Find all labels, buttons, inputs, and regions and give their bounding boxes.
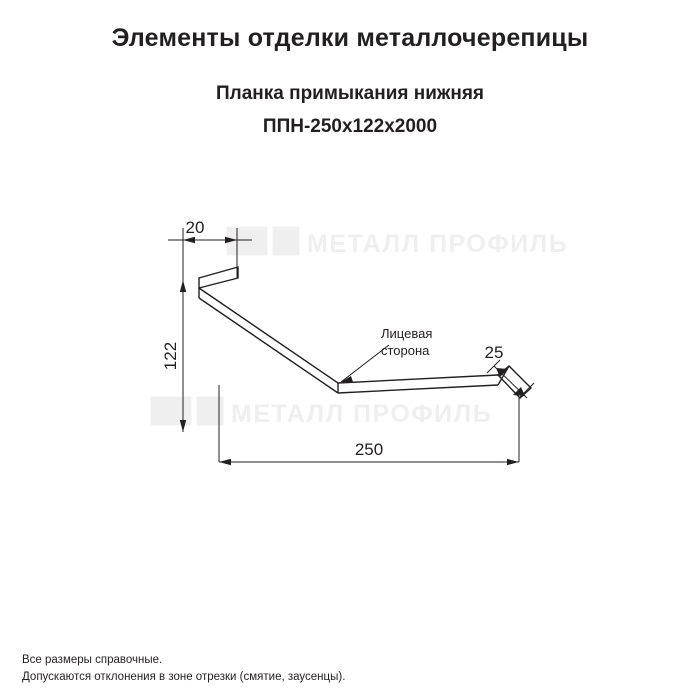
technical-drawing — [0, 170, 700, 530]
face-side-label-line2: сторона — [381, 343, 430, 358]
dimension-label-122: 122 — [161, 341, 180, 371]
product-code: ППН-250х122х2000 — [262, 116, 438, 137]
watermark-text: МЕТАЛЛ ПРОФИЛЬ — [307, 230, 569, 258]
footer-line-2: Допускаются отклонения в зоне отрезки (смятие, заусенцы). — [22, 671, 346, 683]
footer-notes — [22, 652, 345, 686]
product-name: Планка примыкания нижняя — [215, 83, 485, 104]
dimension-label-25: 25 — [484, 343, 504, 362]
profile-outline — [199, 267, 531, 398]
watermark-top — [228, 228, 568, 258]
watermark-bottom — [152, 398, 492, 428]
dimension-label-20: 20 — [185, 218, 205, 237]
face-side-callout — [341, 326, 432, 382]
header — [0, 0, 700, 138]
dimension-right-flange — [485, 343, 534, 398]
drawing-svg — [0, 170, 700, 530]
watermark-text: МЕТАЛЛ ПРОФИЛЬ — [231, 400, 493, 428]
footer-line-1: Все размеры справочные. — [22, 654, 163, 666]
dimension-label-250: 250 — [354, 440, 384, 459]
page-title: Элементы отделки металлочерепицы — [111, 24, 589, 52]
face-side-label-line1: Лицевая — [381, 326, 433, 341]
